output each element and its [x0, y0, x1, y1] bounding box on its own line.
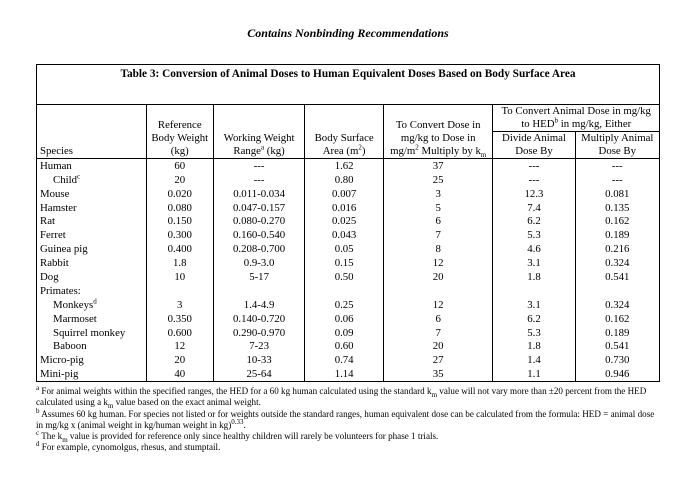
working-weight-cell: 7-23 — [213, 340, 305, 354]
body-surface-area-cell: 0.60 — [305, 340, 384, 354]
working-weight-cell: --- — [213, 173, 305, 187]
footnote-d-text: For example, cynomolgus, rhesus, and stumptail. — [39, 442, 221, 453]
body-surface-area-cell: 1.14 — [305, 367, 384, 381]
footnote-d-mark: d — [36, 440, 40, 449]
divide-by-cell: 1.4 — [493, 353, 575, 367]
reference-weight-cell: 0.300 — [146, 228, 213, 242]
footnote-a-text-1: For animal weights within the specified ranges, the HED for a 60 kg human calculated using the standard k — [39, 386, 432, 396]
col-header-km — [383, 105, 493, 159]
col-header-divide: Divide Animal Dose By — [493, 132, 575, 159]
footnote-a-mark: a — [36, 383, 40, 392]
footnote-a-ref: a — [260, 143, 265, 152]
species-name: Human — [40, 159, 72, 172]
col-header-working-weight-b: (kg) — [264, 145, 285, 157]
km-cell: 8 — [383, 242, 493, 256]
working-weight-cell: 0.208-0.700 — [213, 242, 305, 256]
table-row — [37, 326, 660, 340]
table-row — [37, 215, 660, 229]
divide-by-cell — [493, 284, 575, 298]
reference-weight-cell: 0.020 — [146, 187, 213, 201]
footnote-c-text-2: value is provided for reference only since healthy children will rarely be volunteers for phase 1 trials. — [67, 431, 439, 442]
reference-weight-cell: 0.400 — [146, 242, 213, 256]
km-cell: 7 — [383, 228, 493, 242]
footnote-d — [36, 442, 660, 453]
divide-by-cell: 3.1 — [493, 298, 575, 312]
table-row — [37, 353, 660, 367]
body-surface-area-cell: 0.25 — [305, 298, 384, 312]
reference-weight-cell: 3 — [146, 298, 213, 312]
species-name: Primates: — [40, 284, 81, 297]
reference-weight-cell: 20 — [146, 173, 213, 187]
footnote-b — [36, 406, 660, 432]
km-cell: 20 — [383, 340, 493, 354]
divide-by-cell: 6.2 — [493, 215, 575, 229]
species-name: Rabbit — [40, 257, 69, 270]
species-name: Monkeys — [53, 298, 94, 311]
table-body — [37, 159, 660, 382]
working-weight-cell: 0.290-0.970 — [213, 326, 305, 340]
table-caption: Table 3: Conversion of Animal Doses to Human Equivalent Doses Based on Body Surface Area — [37, 65, 660, 105]
body-surface-area-cell: 0.016 — [305, 201, 384, 215]
divide-by-cell: 3.1 — [493, 256, 575, 270]
working-weight-cell: 5-17 — [213, 270, 305, 284]
col-header-working-weight-a: Working Weight Range — [223, 132, 295, 157]
multiply-by-cell: 0.324 — [575, 298, 659, 312]
divide-by-cell: 1.8 — [493, 340, 575, 354]
working-weight-cell: 1.4-4.9 — [213, 298, 305, 312]
multiply-by-cell: 0.135 — [575, 201, 659, 215]
km-cell: 25 — [383, 173, 493, 187]
working-weight-cell: 0.047-0.157 — [213, 201, 305, 215]
species-cell — [37, 353, 147, 367]
multiply-by-cell: 0.189 — [575, 228, 659, 242]
species-cell — [37, 201, 147, 215]
body-surface-area-cell: 1.62 — [305, 159, 384, 173]
working-weight-cell: 0.011-0.034 — [213, 187, 305, 201]
col-header-body-surface-area — [305, 105, 384, 159]
body-surface-area-cell: 0.74 — [305, 353, 384, 367]
col-header-hed-b: in mg/kg, Either — [558, 118, 632, 130]
footnote-a-text-3: value based on the exact animal weight. — [113, 397, 261, 408]
divide-by-cell: 4.6 — [493, 242, 575, 256]
multiply-by-cell: 0.541 — [575, 340, 659, 354]
col-header-species — [37, 105, 147, 159]
species-cell — [37, 312, 147, 326]
footnote-b-ref: b — [554, 116, 559, 125]
reference-weight-cell: 40 — [146, 367, 213, 381]
species-cell — [37, 159, 147, 173]
body-surface-area-cell: 0.15 — [305, 256, 384, 270]
table-row — [37, 270, 660, 284]
species-cell — [37, 340, 147, 354]
divide-by-cell: 6.2 — [493, 312, 575, 326]
species-name: Mini-pig — [40, 368, 79, 381]
col-header-bsa-sup: 2 — [358, 143, 362, 152]
body-surface-area-cell — [305, 284, 384, 298]
reference-weight-cell: 0.350 — [146, 312, 213, 326]
km-cell: 12 — [383, 298, 493, 312]
footnote-b-mark: b — [36, 406, 40, 415]
species-name: Dog — [40, 271, 59, 284]
footnote-b-exponent: 0.33 — [231, 417, 244, 426]
col-header-bsa-b: ) — [361, 145, 366, 157]
species-name: Ferret — [40, 229, 66, 242]
table-row — [37, 256, 660, 270]
species-footnote-ref: c — [77, 172, 81, 181]
footnote-c-text-1: The k — [39, 431, 63, 442]
species-cell — [37, 215, 147, 229]
multiply-by-cell: 0.216 — [575, 242, 659, 256]
divide-by-cell: 7.4 — [493, 201, 575, 215]
species-name: Baboon — [53, 340, 87, 353]
multiply-by-cell: --- — [575, 173, 659, 187]
species-name: Child — [53, 173, 77, 186]
divide-by-cell: 1.1 — [493, 367, 575, 381]
working-weight-cell: 0.9-3.0 — [213, 256, 305, 270]
body-surface-area-cell: 0.043 — [305, 228, 384, 242]
footnote-b-text-1: Assumes 60 kg human. For species not listed or for weights outside the standard ranges, human equivalent dose can be calculated from the formula: HED = animal dose in mg/kg x (animal weight in kg/human weight in kg) — [36, 408, 655, 430]
km-cell: 5 — [383, 201, 493, 215]
multiply-by-cell — [575, 284, 659, 298]
divide-by-cell: --- — [493, 173, 575, 187]
species-cell — [37, 228, 147, 242]
species-cell — [37, 284, 147, 298]
species-cell — [37, 270, 147, 284]
col-header-species-label: Species — [40, 145, 73, 157]
species-cell — [37, 242, 147, 256]
working-weight-cell: 10-33 — [213, 353, 305, 367]
multiply-by-cell: 0.162 — [575, 215, 659, 229]
col-header-km-sub: m — [480, 151, 487, 160]
species-cell — [37, 298, 147, 312]
km-cell: 6 — [383, 312, 493, 326]
col-header-bsa-a: Body Surface Area (m — [314, 132, 374, 157]
multiply-by-cell: 0.541 — [575, 270, 659, 284]
reference-weight-cell: 0.150 — [146, 215, 213, 229]
col-header-hed-group — [493, 105, 660, 132]
col-header-km-a: To Convert Dose in mg/kg to Dose in mg/m — [390, 119, 481, 157]
footnote-a-sub-2: m — [107, 402, 114, 411]
multiply-by-cell: --- — [575, 159, 659, 173]
reference-weight-cell: 0.600 — [146, 326, 213, 340]
km-cell: 37 — [383, 159, 493, 173]
km-cell: 7 — [383, 326, 493, 340]
footnote-c — [36, 431, 660, 442]
working-weight-cell: 0.160-0.540 — [213, 228, 305, 242]
multiply-by-cell: 0.162 — [575, 312, 659, 326]
working-weight-cell — [213, 284, 305, 298]
table-row — [37, 340, 660, 354]
col-header-hed-a: To Convert Animal Dose in mg/kg to HED — [501, 105, 651, 130]
table-row — [37, 242, 660, 256]
species-name: Mouse — [40, 187, 70, 200]
table-row — [37, 312, 660, 326]
col-header-km-sup: 2 — [415, 143, 419, 152]
multiply-by-cell: 0.189 — [575, 326, 659, 340]
col-header-reference-weight: Reference Body Weight (kg) — [146, 105, 213, 159]
divide-by-cell: 5.3 — [493, 228, 575, 242]
species-name: Squirrel monkey — [53, 326, 126, 339]
km-cell: 6 — [383, 215, 493, 229]
species-name: Hamster — [40, 201, 77, 214]
species-cell — [37, 173, 147, 187]
dose-conversion-table — [36, 64, 660, 382]
col-header-multiply: Multiply Animal Dose By — [575, 132, 659, 159]
footnote-a — [36, 383, 660, 411]
multiply-by-cell: 0.730 — [575, 353, 659, 367]
body-surface-area-cell: 0.80 — [305, 173, 384, 187]
species-name: Micro-pig — [40, 354, 84, 367]
divide-by-cell: 12.3 — [493, 187, 575, 201]
reference-weight-cell: 60 — [146, 159, 213, 173]
body-surface-area-cell: 0.025 — [305, 215, 384, 229]
km-cell — [383, 284, 493, 298]
working-weight-cell: 0.080-0.270 — [213, 215, 305, 229]
km-cell: 20 — [383, 270, 493, 284]
reference-weight-cell — [146, 284, 213, 298]
footnote-a-text-2: value will not vary more than ±20 percent from the HED calculated using a k — [36, 386, 647, 408]
reference-weight-cell: 12 — [146, 340, 213, 354]
species-name: Guinea pig — [40, 243, 88, 256]
body-surface-area-cell: 0.007 — [305, 187, 384, 201]
species-cell — [37, 326, 147, 340]
table-row — [37, 187, 660, 201]
table-row — [37, 228, 660, 242]
reference-weight-cell: 1.8 — [146, 256, 213, 270]
km-cell: 3 — [383, 187, 493, 201]
page-header: Contains Nonbinding Recommendations — [247, 26, 449, 40]
footnote-a-sub-1: m — [431, 390, 438, 399]
footnote-c-mark: c — [36, 429, 40, 438]
footnote-c-sub: m — [62, 436, 68, 444]
body-surface-area-cell: 0.50 — [305, 270, 384, 284]
species-footnote-ref: d — [93, 297, 97, 306]
table-row — [37, 159, 660, 173]
species-cell — [37, 256, 147, 270]
species-cell — [37, 367, 147, 381]
col-header-working-weight — [213, 105, 305, 159]
km-cell: 35 — [383, 367, 493, 381]
body-surface-area-cell: 0.09 — [305, 326, 384, 340]
table-row — [37, 173, 660, 187]
reference-weight-cell: 10 — [146, 270, 213, 284]
species-name: Rat — [40, 215, 55, 228]
table-row — [37, 201, 660, 215]
km-cell: 27 — [383, 353, 493, 367]
body-surface-area-cell: 0.05 — [305, 242, 384, 256]
multiply-by-cell: 0.946 — [575, 367, 659, 381]
working-weight-cell: 0.140-0.720 — [213, 312, 305, 326]
table-row — [37, 298, 660, 312]
divide-by-cell: 5.3 — [493, 326, 575, 340]
working-weight-cell: 25-64 — [213, 367, 305, 381]
footnotes — [36, 383, 660, 454]
table-row — [37, 367, 660, 381]
footnote-b-text-2: . — [243, 419, 246, 430]
multiply-by-cell: 0.324 — [575, 256, 659, 270]
reference-weight-cell: 20 — [146, 353, 213, 367]
km-cell: 12 — [383, 256, 493, 270]
col-header-km-b: Multiply by k — [418, 145, 481, 157]
species-name: Marmoset — [53, 312, 97, 325]
working-weight-cell: --- — [213, 159, 305, 173]
divide-by-cell: 1.8 — [493, 270, 575, 284]
multiply-by-cell: 0.081 — [575, 187, 659, 201]
species-cell — [37, 187, 147, 201]
table-row — [37, 284, 660, 298]
divide-by-cell: --- — [493, 159, 575, 173]
reference-weight-cell: 0.080 — [146, 201, 213, 215]
body-surface-area-cell: 0.06 — [305, 312, 384, 326]
